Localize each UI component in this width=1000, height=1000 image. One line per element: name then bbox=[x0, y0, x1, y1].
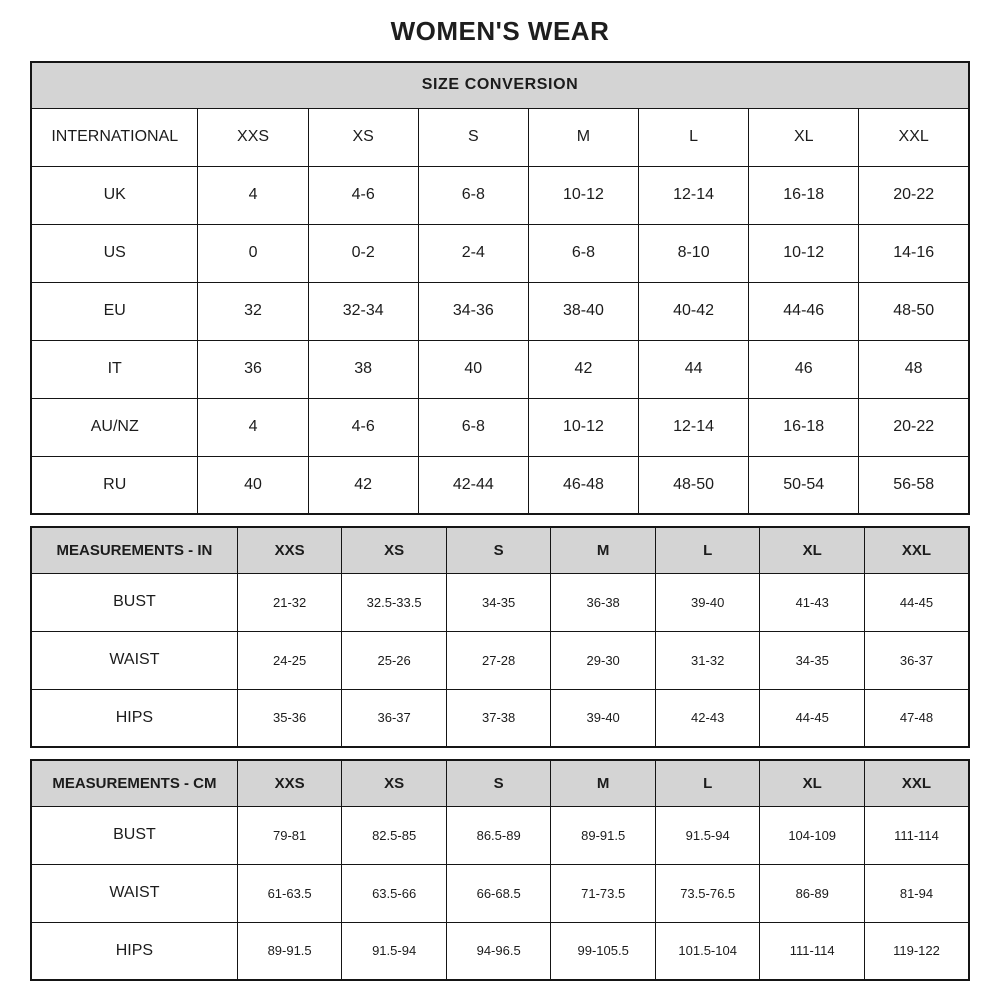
size-cell: 38-40 bbox=[528, 282, 638, 340]
measure-cell: 39-40 bbox=[551, 689, 656, 747]
table-row bbox=[31, 340, 969, 398]
row-label: WAIST bbox=[31, 631, 237, 689]
measure-cell: 89-91.5 bbox=[551, 806, 656, 864]
table-row bbox=[31, 456, 969, 514]
column-header: XS bbox=[342, 760, 447, 806]
size-cell: 34-36 bbox=[418, 282, 528, 340]
measure-cell: 81-94 bbox=[864, 864, 969, 922]
measure-cell: 104-109 bbox=[760, 806, 865, 864]
measure-cell: 41-43 bbox=[760, 573, 865, 631]
table-row bbox=[31, 573, 969, 631]
size-cell: 46 bbox=[749, 340, 859, 398]
size-cell: 6-8 bbox=[528, 224, 638, 282]
size-cell: 2-4 bbox=[418, 224, 528, 282]
row-label: UK bbox=[31, 166, 198, 224]
page-title: WOMEN'S WEAR bbox=[390, 16, 610, 46]
measure-cell: 36-37 bbox=[864, 631, 969, 689]
row-label: EU bbox=[31, 282, 198, 340]
measure-cell: 44-45 bbox=[864, 573, 969, 631]
measure-cell: 31-32 bbox=[655, 631, 760, 689]
row-label: IT bbox=[31, 340, 198, 398]
size-cell: 44 bbox=[639, 340, 749, 398]
measure-cell: 24-25 bbox=[237, 631, 342, 689]
measure-cell: 37-38 bbox=[446, 689, 551, 747]
size-cell: M bbox=[528, 108, 638, 166]
size-cell: 8-10 bbox=[639, 224, 749, 282]
measure-cell: 61-63.5 bbox=[237, 864, 342, 922]
size-cell: 44-46 bbox=[749, 282, 859, 340]
row-label: HIPS bbox=[31, 689, 237, 747]
column-header: XXS bbox=[237, 527, 342, 573]
row-label: BUST bbox=[31, 573, 237, 631]
size-cell: 12-14 bbox=[639, 398, 749, 456]
column-header: S bbox=[446, 527, 551, 573]
measure-cell: 36-38 bbox=[551, 573, 656, 631]
size-cell: 40 bbox=[198, 456, 308, 514]
size-cell: 10-12 bbox=[528, 398, 638, 456]
table-row bbox=[31, 631, 969, 689]
measure-cell: 111-114 bbox=[864, 806, 969, 864]
size-cell: 10-12 bbox=[749, 224, 859, 282]
size-cell: XL bbox=[749, 108, 859, 166]
size-cell: 10-12 bbox=[528, 166, 638, 224]
measure-cell: 82.5-85 bbox=[342, 806, 447, 864]
measure-cell: 73.5-76.5 bbox=[655, 864, 760, 922]
row-label: HIPS bbox=[31, 922, 237, 980]
column-header: L bbox=[655, 760, 760, 806]
size-cell: 38 bbox=[308, 340, 418, 398]
size-cell: 4 bbox=[198, 398, 308, 456]
row-label: RU bbox=[31, 456, 198, 514]
column-header: L bbox=[655, 527, 760, 573]
measure-cell: 42-43 bbox=[655, 689, 760, 747]
measurements-in-table bbox=[30, 526, 970, 748]
size-cell: XS bbox=[308, 108, 418, 166]
measure-cell: 99-105.5 bbox=[551, 922, 656, 980]
size-conversion-title: SIZE CONVERSION bbox=[31, 62, 969, 108]
table-row bbox=[31, 922, 969, 980]
row-label: US bbox=[31, 224, 198, 282]
size-cell: 56-58 bbox=[859, 456, 969, 514]
table-row bbox=[31, 108, 969, 166]
measure-cell: 101.5-104 bbox=[655, 922, 760, 980]
measure-cell: 34-35 bbox=[760, 631, 865, 689]
column-header: S bbox=[446, 760, 551, 806]
row-label: BUST bbox=[31, 806, 237, 864]
size-cell: 4-6 bbox=[308, 398, 418, 456]
measure-cell: 91.5-94 bbox=[342, 922, 447, 980]
size-cell: XXL bbox=[859, 108, 969, 166]
size-cell: 40 bbox=[418, 340, 528, 398]
measure-cell: 86.5-89 bbox=[446, 806, 551, 864]
column-header: XS bbox=[342, 527, 447, 573]
table-row bbox=[31, 166, 969, 224]
size-cell: S bbox=[418, 108, 528, 166]
size-cell: 32-34 bbox=[308, 282, 418, 340]
measure-cell: 111-114 bbox=[760, 922, 865, 980]
measure-cell: 32.5-33.5 bbox=[342, 573, 447, 631]
measure-cell: 119-122 bbox=[864, 922, 969, 980]
size-cell: 50-54 bbox=[749, 456, 859, 514]
column-header: XXL bbox=[864, 527, 969, 573]
size-cell: L bbox=[639, 108, 749, 166]
size-cell: 36 bbox=[198, 340, 308, 398]
table-row bbox=[31, 398, 969, 456]
size-cell: 40-42 bbox=[639, 282, 749, 340]
size-cell: 42 bbox=[308, 456, 418, 514]
row-label: AU/NZ bbox=[31, 398, 198, 456]
measure-cell: 39-40 bbox=[655, 573, 760, 631]
size-cell: 20-22 bbox=[859, 398, 969, 456]
size-cell: 48-50 bbox=[859, 282, 969, 340]
row-label: WAIST bbox=[31, 864, 237, 922]
measure-cell: 29-30 bbox=[551, 631, 656, 689]
measure-cell: 35-36 bbox=[237, 689, 342, 747]
measure-cell: 27-28 bbox=[446, 631, 551, 689]
column-header: XXL bbox=[864, 760, 969, 806]
measure-cell: 47-48 bbox=[864, 689, 969, 747]
size-cell: 48-50 bbox=[639, 456, 749, 514]
table-row bbox=[31, 689, 969, 747]
column-header: XL bbox=[760, 760, 865, 806]
size-cell: 48 bbox=[859, 340, 969, 398]
measure-cell: 86-89 bbox=[760, 864, 865, 922]
measure-cell: 44-45 bbox=[760, 689, 865, 747]
size-cell: 42-44 bbox=[418, 456, 528, 514]
size-cell: 12-14 bbox=[639, 166, 749, 224]
measure-cell: 89-91.5 bbox=[237, 922, 342, 980]
table-row bbox=[31, 806, 969, 864]
size-cell: 16-18 bbox=[749, 166, 859, 224]
size-conversion-table bbox=[30, 61, 970, 515]
measure-cell: 63.5-66 bbox=[342, 864, 447, 922]
row-label: INTERNATIONAL bbox=[31, 108, 198, 166]
size-cell: 20-22 bbox=[859, 166, 969, 224]
measure-cell: 66-68.5 bbox=[446, 864, 551, 922]
measure-cell: 71-73.5 bbox=[551, 864, 656, 922]
measure-cell: 79-81 bbox=[237, 806, 342, 864]
column-header: M bbox=[551, 527, 656, 573]
table-row bbox=[31, 864, 969, 922]
column-header: XL bbox=[760, 527, 865, 573]
size-cell: 0-2 bbox=[308, 224, 418, 282]
measure-cell: 94-96.5 bbox=[446, 922, 551, 980]
size-cell: 16-18 bbox=[749, 398, 859, 456]
size-cell: 42 bbox=[528, 340, 638, 398]
size-cell: 14-16 bbox=[859, 224, 969, 282]
measure-cell: 34-35 bbox=[446, 573, 551, 631]
size-cell: 0 bbox=[198, 224, 308, 282]
measure-cell: 91.5-94 bbox=[655, 806, 760, 864]
measure-cell: 36-37 bbox=[342, 689, 447, 747]
size-cell: 32 bbox=[198, 282, 308, 340]
size-cell: 4 bbox=[198, 166, 308, 224]
table-row bbox=[31, 224, 969, 282]
measure-cell: 21-32 bbox=[237, 573, 342, 631]
size-cell: 46-48 bbox=[528, 456, 638, 514]
size-cell: 4-6 bbox=[308, 166, 418, 224]
size-cell: 6-8 bbox=[418, 398, 528, 456]
measurements-cm-table bbox=[30, 759, 970, 981]
measurements-cm-title: MEASUREMENTS - CM bbox=[31, 760, 237, 806]
measurements-in-title: MEASUREMENTS - IN bbox=[31, 527, 237, 573]
table-row bbox=[31, 282, 969, 340]
column-header: XXS bbox=[237, 760, 342, 806]
measure-cell: 25-26 bbox=[342, 631, 447, 689]
size-cell: XXS bbox=[198, 108, 308, 166]
column-header: M bbox=[551, 760, 656, 806]
size-cell: 6-8 bbox=[418, 166, 528, 224]
